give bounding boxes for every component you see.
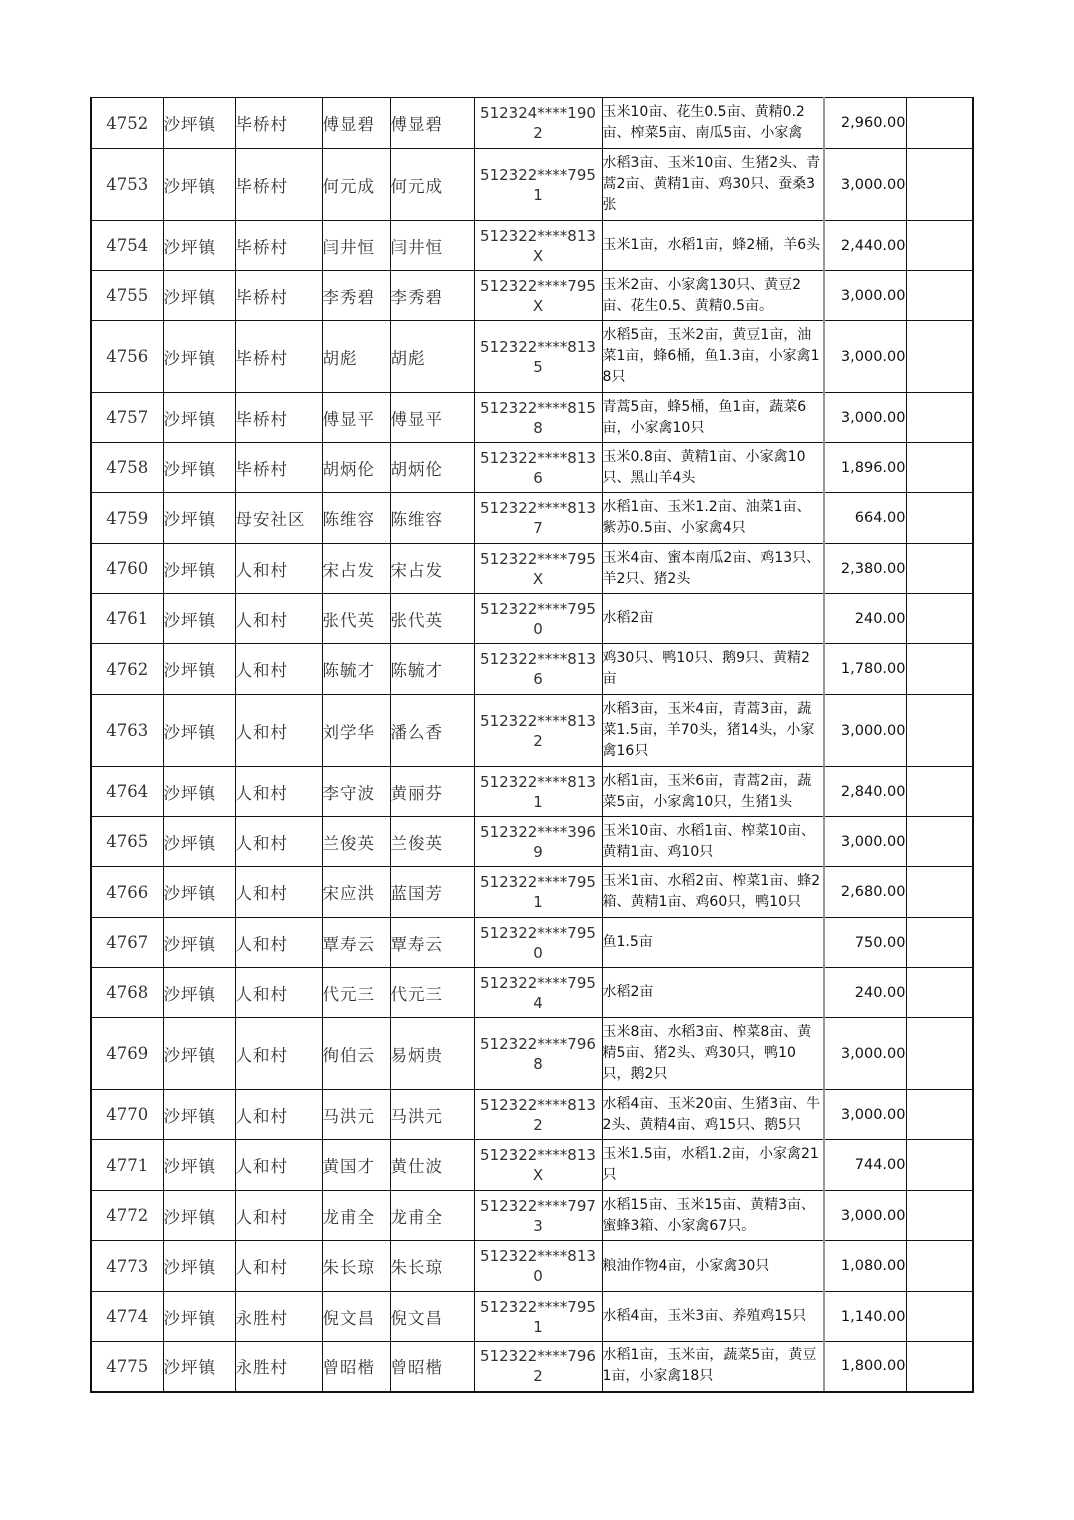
production-description-cell xyxy=(602,544,824,594)
town-cell: 沙坪镇 xyxy=(163,1090,235,1140)
town-cell: 沙坪镇 xyxy=(163,221,235,271)
amount-cell: 2,960.00 xyxy=(824,98,906,149)
name-cell: 曾昭楷 xyxy=(322,1342,390,1392)
row-number: 4775 xyxy=(91,1342,163,1392)
village-cell: 毕桥村 xyxy=(235,221,322,271)
table-row xyxy=(91,1342,973,1392)
village-cell: 人和村 xyxy=(235,1241,322,1292)
table-row xyxy=(91,695,973,767)
id-number-cell-text: 512322****8136 xyxy=(480,650,596,688)
id-number-cell xyxy=(474,393,602,443)
id-number-cell-text: 512322****7973 xyxy=(480,1196,596,1235)
production-description-cell xyxy=(602,817,824,867)
row-number: 4767 xyxy=(91,918,163,968)
production-description-cell-text: 玉米2亩、小家禽130只、黄豆2亩、花生0.5、黄精0.5亩。 xyxy=(602,276,802,314)
production-description-cell xyxy=(602,867,824,918)
village-cell: 人和村 xyxy=(235,1090,322,1140)
row-number: 4774 xyxy=(91,1292,163,1342)
remarks-cell xyxy=(906,98,973,149)
town-cell: 沙坪镇 xyxy=(163,594,235,644)
id-number-cell xyxy=(474,1191,602,1241)
table-row xyxy=(91,321,973,393)
id-number-cell xyxy=(474,443,602,493)
recipient-name-cell: 代元三 xyxy=(390,968,474,1018)
amount-cell: 3,000.00 xyxy=(824,393,906,443)
table-body xyxy=(91,98,973,1392)
id-number-cell-text: 512322****8136 xyxy=(480,448,596,487)
village-cell: 永胜村 xyxy=(235,1292,322,1342)
remarks-cell xyxy=(906,149,973,221)
recipient-name-cell: 龙甫全 xyxy=(390,1191,474,1241)
production-description-cell xyxy=(602,644,824,695)
recipient-name-cell: 朱长琼 xyxy=(390,1241,474,1292)
production-description-cell xyxy=(602,695,824,767)
remarks-cell xyxy=(906,393,973,443)
name-cell: 马洪元 xyxy=(322,1090,390,1140)
table-row xyxy=(91,1140,973,1191)
id-number-cell-text: 512322****7951 xyxy=(480,165,596,204)
production-description-cell-text: 玉米8亩、水稻3亩、榨菜8亩、黄精5亩、猪2头、鸡30只，鸭10只，鹅2只 xyxy=(602,1024,812,1082)
remarks-cell xyxy=(906,1342,973,1392)
id-number-cell-text: 512322****3969 xyxy=(480,822,596,861)
table-row xyxy=(91,1191,973,1241)
remarks-cell xyxy=(906,1140,973,1191)
id-number-cell-text: 512322****813X xyxy=(480,226,596,265)
production-description-cell xyxy=(602,271,824,321)
town-cell: 沙坪镇 xyxy=(163,1292,235,1342)
production-description-cell xyxy=(602,918,824,968)
amount-cell: 2,840.00 xyxy=(824,767,906,817)
village-cell: 人和村 xyxy=(235,1191,322,1241)
id-number-cell-text: 512322****8130 xyxy=(480,1247,596,1285)
production-description-cell-text: 鱼1.5亩 xyxy=(602,934,653,950)
production-description-cell xyxy=(602,98,824,149)
town-cell: 沙坪镇 xyxy=(163,867,235,918)
production-description-cell-text: 玉米10亩、花生0.5亩、黄精0.2亩、榨菜5亩、南瓜5亩、小家禽 xyxy=(602,104,805,141)
row-number: 4771 xyxy=(91,1140,163,1191)
recipient-name-cell: 马洪元 xyxy=(390,1090,474,1140)
id-number-cell-text: 512322****7954 xyxy=(480,973,596,1012)
id-number-cell-text: 512322****8137 xyxy=(480,499,596,537)
name-cell: 倪文昌 xyxy=(322,1292,390,1342)
name-cell: 闫井恒 xyxy=(322,221,390,271)
amount-cell: 744.00 xyxy=(824,1140,906,1191)
production-description-cell-text: 水稻2亩 xyxy=(602,610,654,626)
recipient-name-cell: 蓝国芳 xyxy=(390,867,474,918)
town-cell: 沙坪镇 xyxy=(163,149,235,221)
recipient-name-cell: 胡彪 xyxy=(390,321,474,393)
production-description-cell xyxy=(602,594,824,644)
id-number-cell xyxy=(474,594,602,644)
amount-cell: 2,680.00 xyxy=(824,867,906,918)
amount-cell: 3,000.00 xyxy=(824,321,906,393)
name-cell: 李秀碧 xyxy=(322,271,390,321)
remarks-cell xyxy=(906,644,973,695)
name-cell: 胡彪 xyxy=(322,321,390,393)
production-description-cell xyxy=(602,393,824,443)
id-number-cell xyxy=(474,767,602,817)
town-cell: 沙坪镇 xyxy=(163,695,235,767)
id-number-cell xyxy=(474,817,602,867)
remarks-cell xyxy=(906,1018,973,1090)
recipient-name-cell: 李秀碧 xyxy=(390,271,474,321)
name-cell: 傅显平 xyxy=(322,393,390,443)
production-description-cell-text: 水稻5亩，玉米2亩，黄豆1亩，油菜1亩，蜂6桶，鱼1.3亩，小家禽18只 xyxy=(602,327,820,385)
production-description-cell-text: 鸡30只、鸭10只、鹅9只、黄精2亩 xyxy=(602,650,810,687)
name-cell: 傅显碧 xyxy=(322,98,390,149)
row-number: 4753 xyxy=(91,149,163,221)
remarks-cell xyxy=(906,817,973,867)
remarks-cell xyxy=(906,271,973,321)
village-cell: 永胜村 xyxy=(235,1342,322,1392)
table-row xyxy=(91,968,973,1018)
name-cell: 龙甫全 xyxy=(322,1191,390,1241)
id-number-cell-text: 512322****7950 xyxy=(480,599,596,638)
id-number-cell xyxy=(474,493,602,544)
village-cell: 人和村 xyxy=(235,695,322,767)
remarks-cell xyxy=(906,443,973,493)
production-description-cell-text: 水稻3亩，玉米4亩，青蒿3亩，蔬菜1.5亩，羊70头，猪14头，小家禽16只 xyxy=(602,701,815,759)
production-description-cell xyxy=(602,493,824,544)
remarks-cell xyxy=(906,493,973,544)
id-number-cell xyxy=(474,544,602,594)
recipient-name-cell: 陈毓才 xyxy=(390,644,474,695)
row-number: 4752 xyxy=(91,98,163,149)
row-number: 4769 xyxy=(91,1018,163,1090)
town-cell: 沙坪镇 xyxy=(163,271,235,321)
id-number-cell xyxy=(474,98,602,149)
row-number: 4768 xyxy=(91,968,163,1018)
recipient-name-cell: 倪文昌 xyxy=(390,1292,474,1342)
table-row xyxy=(91,767,973,817)
town-cell: 沙坪镇 xyxy=(163,98,235,149)
amount-cell: 2,440.00 xyxy=(824,221,906,271)
village-cell: 人和村 xyxy=(235,918,322,968)
id-number-cell xyxy=(474,1140,602,1191)
production-description-cell xyxy=(602,1140,824,1191)
recipient-name-cell: 何元成 xyxy=(390,149,474,221)
town-cell: 沙坪镇 xyxy=(163,767,235,817)
production-description-cell-text: 水稻4亩，玉米3亩、养殖鸡15只 xyxy=(602,1308,807,1324)
name-cell: 兰俊英 xyxy=(322,817,390,867)
amount-cell: 664.00 xyxy=(824,493,906,544)
town-cell: 沙坪镇 xyxy=(163,1342,235,1392)
amount-cell: 3,000.00 xyxy=(824,817,906,867)
village-cell: 毕桥村 xyxy=(235,271,322,321)
amount-cell: 1,140.00 xyxy=(824,1292,906,1342)
production-description-cell xyxy=(602,767,824,817)
village-cell: 毕桥村 xyxy=(235,149,322,221)
production-description-cell-text: 粮油作物4亩，小家禽30只 xyxy=(602,1257,770,1274)
amount-cell: 1,780.00 xyxy=(824,644,906,695)
table-row xyxy=(91,1292,973,1342)
table-row xyxy=(91,1018,973,1090)
production-description-cell-text: 玉米1亩、水稻2亩、榨菜1亩、蜂2箱、黄精1亩、鸡60只，鸭10只 xyxy=(602,873,821,910)
amount-cell: 3,000.00 xyxy=(824,695,906,767)
row-number: 4760 xyxy=(91,544,163,594)
production-description-cell xyxy=(602,221,824,271)
table-row xyxy=(91,1090,973,1140)
production-description-cell-text: 水稻2亩 xyxy=(602,984,654,1000)
table-row xyxy=(91,918,973,968)
row-number: 4754 xyxy=(91,221,163,271)
town-cell: 沙坪镇 xyxy=(163,1140,235,1191)
recipient-name-cell: 宋占发 xyxy=(390,544,474,594)
production-description-cell xyxy=(602,443,824,493)
name-cell: 张代英 xyxy=(322,594,390,644)
table-row xyxy=(91,221,973,271)
id-number-cell-text: 512322****8132 xyxy=(480,1095,596,1134)
town-cell: 沙坪镇 xyxy=(163,968,235,1018)
village-cell: 人和村 xyxy=(235,594,322,644)
id-number-cell xyxy=(474,1090,602,1140)
remarks-cell xyxy=(906,918,973,968)
village-cell: 毕桥村 xyxy=(235,98,322,149)
production-description-cell xyxy=(602,1090,824,1140)
production-description-cell-text: 青蒿5亩，蜂5桶，鱼1亩，蔬菜6亩，小家禽10只 xyxy=(602,398,807,436)
village-cell: 人和村 xyxy=(235,968,322,1018)
table-row xyxy=(91,98,973,149)
production-description-cell xyxy=(602,149,824,221)
recipient-name-cell: 黄仕波 xyxy=(390,1140,474,1191)
production-description-cell xyxy=(602,968,824,1018)
amount-cell: 750.00 xyxy=(824,918,906,968)
production-description-cell-text: 水稻15亩、玉米15亩、黄精3亩、蜜蜂3箱、小家禽67只。 xyxy=(602,1196,816,1234)
name-cell: 朱长琼 xyxy=(322,1241,390,1292)
remarks-cell xyxy=(906,767,973,817)
production-description-cell xyxy=(602,1241,824,1292)
remarks-cell xyxy=(906,321,973,393)
table-row xyxy=(91,393,973,443)
id-number-cell-text: 512322****7951 xyxy=(480,1297,596,1336)
subsidy-table xyxy=(90,97,974,1393)
recipient-name-cell: 傅显碧 xyxy=(390,98,474,149)
town-cell: 沙坪镇 xyxy=(163,443,235,493)
town-cell: 沙坪镇 xyxy=(163,1191,235,1241)
recipient-name-cell: 兰俊英 xyxy=(390,817,474,867)
production-description-cell xyxy=(602,321,824,393)
id-number-cell-text: 512322****8131 xyxy=(480,772,596,811)
table-row xyxy=(91,594,973,644)
row-number: 4758 xyxy=(91,443,163,493)
amount-cell: 1,080.00 xyxy=(824,1241,906,1292)
production-description-cell-text: 玉米4亩、蜜本南瓜2亩、鸡13只、羊2只、猪2头 xyxy=(602,549,821,587)
village-cell: 人和村 xyxy=(235,817,322,867)
row-number: 4763 xyxy=(91,695,163,767)
id-number-cell-text: 512322****795X xyxy=(480,549,596,588)
production-description-cell-text: 水稻1亩，玉米亩，蔬菜5亩，黄豆1亩，小家禽18只 xyxy=(602,1347,817,1385)
name-cell: 代元三 xyxy=(322,968,390,1018)
id-number-cell xyxy=(474,1241,602,1292)
production-description-cell xyxy=(602,1292,824,1342)
id-number-cell xyxy=(474,1342,602,1392)
id-number-cell-text: 512322****7950 xyxy=(480,923,596,962)
id-number-cell xyxy=(474,321,602,393)
recipient-name-cell: 陈维容 xyxy=(390,493,474,544)
recipient-name-cell: 覃寿云 xyxy=(390,918,474,968)
amount-cell: 1,896.00 xyxy=(824,443,906,493)
recipient-name-cell: 胡炳伦 xyxy=(390,443,474,493)
village-cell: 人和村 xyxy=(235,767,322,817)
remarks-cell xyxy=(906,867,973,918)
row-number: 4759 xyxy=(91,493,163,544)
row-number: 4755 xyxy=(91,271,163,321)
name-cell: 何元成 xyxy=(322,149,390,221)
amount-cell: 3,000.00 xyxy=(824,271,906,321)
id-number-cell-text: 512322****8132 xyxy=(480,711,596,750)
remarks-cell xyxy=(906,695,973,767)
remarks-cell xyxy=(906,968,973,1018)
remarks-cell xyxy=(906,594,973,644)
row-number: 4764 xyxy=(91,767,163,817)
remarks-cell xyxy=(906,1241,973,1292)
production-description-cell-text: 水稻1亩、玉米1.2亩、油菜1亩、紫苏0.5亩、小家禽4只 xyxy=(602,499,811,536)
village-cell: 毕桥村 xyxy=(235,321,322,393)
town-cell: 沙坪镇 xyxy=(163,918,235,968)
name-cell: 黄国才 xyxy=(322,1140,390,1191)
id-number-cell xyxy=(474,695,602,767)
village-cell: 人和村 xyxy=(235,1018,322,1090)
id-number-cell-text: 512322****7951 xyxy=(480,873,596,911)
table-row xyxy=(91,1241,973,1292)
table-row xyxy=(91,544,973,594)
village-cell: 母安社区 xyxy=(235,493,322,544)
table-row xyxy=(91,493,973,544)
name-cell: 覃寿云 xyxy=(322,918,390,968)
id-number-cell xyxy=(474,271,602,321)
amount-cell: 3,000.00 xyxy=(824,1090,906,1140)
row-number: 4765 xyxy=(91,817,163,867)
town-cell: 沙坪镇 xyxy=(163,321,235,393)
row-number: 4757 xyxy=(91,393,163,443)
row-number: 4770 xyxy=(91,1090,163,1140)
name-cell: 宋应洪 xyxy=(322,867,390,918)
amount-cell: 240.00 xyxy=(824,594,906,644)
town-cell: 沙坪镇 xyxy=(163,817,235,867)
table-row xyxy=(91,867,973,918)
recipient-name-cell: 潘么香 xyxy=(390,695,474,767)
remarks-cell xyxy=(906,1191,973,1241)
town-cell: 沙坪镇 xyxy=(163,1018,235,1090)
recipient-name-cell: 黄丽芬 xyxy=(390,767,474,817)
village-cell: 毕桥村 xyxy=(235,393,322,443)
name-cell: 胡炳伦 xyxy=(322,443,390,493)
production-description-cell xyxy=(602,1342,824,1392)
recipient-name-cell: 闫井恒 xyxy=(390,221,474,271)
production-description-cell-text: 水稻1亩，玉米6亩，青蒿2亩，蔬菜5亩，小家禽10只，生猪1头 xyxy=(602,772,812,810)
recipient-name-cell: 傅显平 xyxy=(390,393,474,443)
amount-cell: 1,800.00 xyxy=(824,1342,906,1392)
production-description-cell-text: 水稻3亩、玉米10亩、生猪2头、青蒿2亩、黄精1亩、鸡30只、蚕桑3张 xyxy=(602,155,821,213)
production-description-cell-text: 玉米1亩，水稻1亩，蜂2桶，羊6头 xyxy=(602,237,821,253)
village-cell: 人和村 xyxy=(235,867,322,918)
id-number-cell-text: 512322****7968 xyxy=(480,1034,596,1073)
name-cell: 陈毓才 xyxy=(322,644,390,695)
remarks-cell xyxy=(906,544,973,594)
village-cell: 人和村 xyxy=(235,544,322,594)
recipient-name-cell: 易炳贵 xyxy=(390,1018,474,1090)
id-number-cell-text: 512322****813X xyxy=(480,1146,596,1184)
table-row xyxy=(91,271,973,321)
village-cell: 人和村 xyxy=(235,644,322,695)
id-number-cell xyxy=(474,867,602,918)
production-description-cell xyxy=(602,1018,824,1090)
row-number: 4773 xyxy=(91,1241,163,1292)
remarks-cell xyxy=(906,1292,973,1342)
id-number-cell xyxy=(474,1018,602,1090)
town-cell: 沙坪镇 xyxy=(163,544,235,594)
table-row xyxy=(91,149,973,221)
table-row xyxy=(91,443,973,493)
table-row xyxy=(91,817,973,867)
production-description-cell-text: 水稻4亩、玉米20亩、生猪3亩、牛2头、黄精4亩、鸡15只、鹅5只 xyxy=(602,1095,821,1133)
production-description-cell-text: 玉米0.8亩、黄精1亩、小家禽10只、黑山羊4头 xyxy=(602,448,806,486)
id-number-cell xyxy=(474,1292,602,1342)
town-cell: 沙坪镇 xyxy=(163,493,235,544)
amount-cell: 240.00 xyxy=(824,968,906,1018)
id-number-cell-text: 512322****8158 xyxy=(480,398,596,437)
row-number: 4762 xyxy=(91,644,163,695)
name-cell: 刘学华 xyxy=(322,695,390,767)
name-cell: 李守波 xyxy=(322,767,390,817)
id-number-cell xyxy=(474,221,602,271)
id-number-cell xyxy=(474,149,602,221)
name-cell: 陈维容 xyxy=(322,493,390,544)
row-number: 4756 xyxy=(91,321,163,393)
amount-cell: 3,000.00 xyxy=(824,1018,906,1090)
id-number-cell-text: 512322****7962 xyxy=(480,1347,596,1386)
production-description-cell-text: 玉米10亩、水稻1亩、榨菜10亩、黄精1亩、鸡10只 xyxy=(602,822,816,860)
remarks-cell xyxy=(906,221,973,271)
row-number: 4772 xyxy=(91,1191,163,1241)
name-cell: 徇伯云 xyxy=(322,1018,390,1090)
amount-cell: 3,000.00 xyxy=(824,149,906,221)
id-number-cell xyxy=(474,918,602,968)
table-row xyxy=(91,644,973,695)
name-cell: 宋占发 xyxy=(322,544,390,594)
id-number-cell-text: 512322****8135 xyxy=(480,337,596,376)
village-cell: 人和村 xyxy=(235,1140,322,1191)
town-cell: 沙坪镇 xyxy=(163,644,235,695)
village-cell: 毕桥村 xyxy=(235,443,322,493)
amount-cell: 3,000.00 xyxy=(824,1191,906,1241)
remarks-cell xyxy=(906,1090,973,1140)
id-number-cell xyxy=(474,968,602,1018)
id-number-cell-text: 512324****1902 xyxy=(480,104,596,142)
amount-cell: 2,380.00 xyxy=(824,544,906,594)
recipient-name-cell: 曾昭楷 xyxy=(390,1342,474,1392)
row-number: 4766 xyxy=(91,867,163,918)
production-description-cell xyxy=(602,1191,824,1241)
id-number-cell xyxy=(474,644,602,695)
town-cell: 沙坪镇 xyxy=(163,1241,235,1292)
recipient-name-cell: 张代英 xyxy=(390,594,474,644)
production-description-cell-text: 玉米1.5亩，水稻1.2亩，小家禽21只 xyxy=(602,1146,819,1183)
id-number-cell-text: 512322****795X xyxy=(480,276,596,315)
town-cell: 沙坪镇 xyxy=(163,393,235,443)
row-number: 4761 xyxy=(91,594,163,644)
